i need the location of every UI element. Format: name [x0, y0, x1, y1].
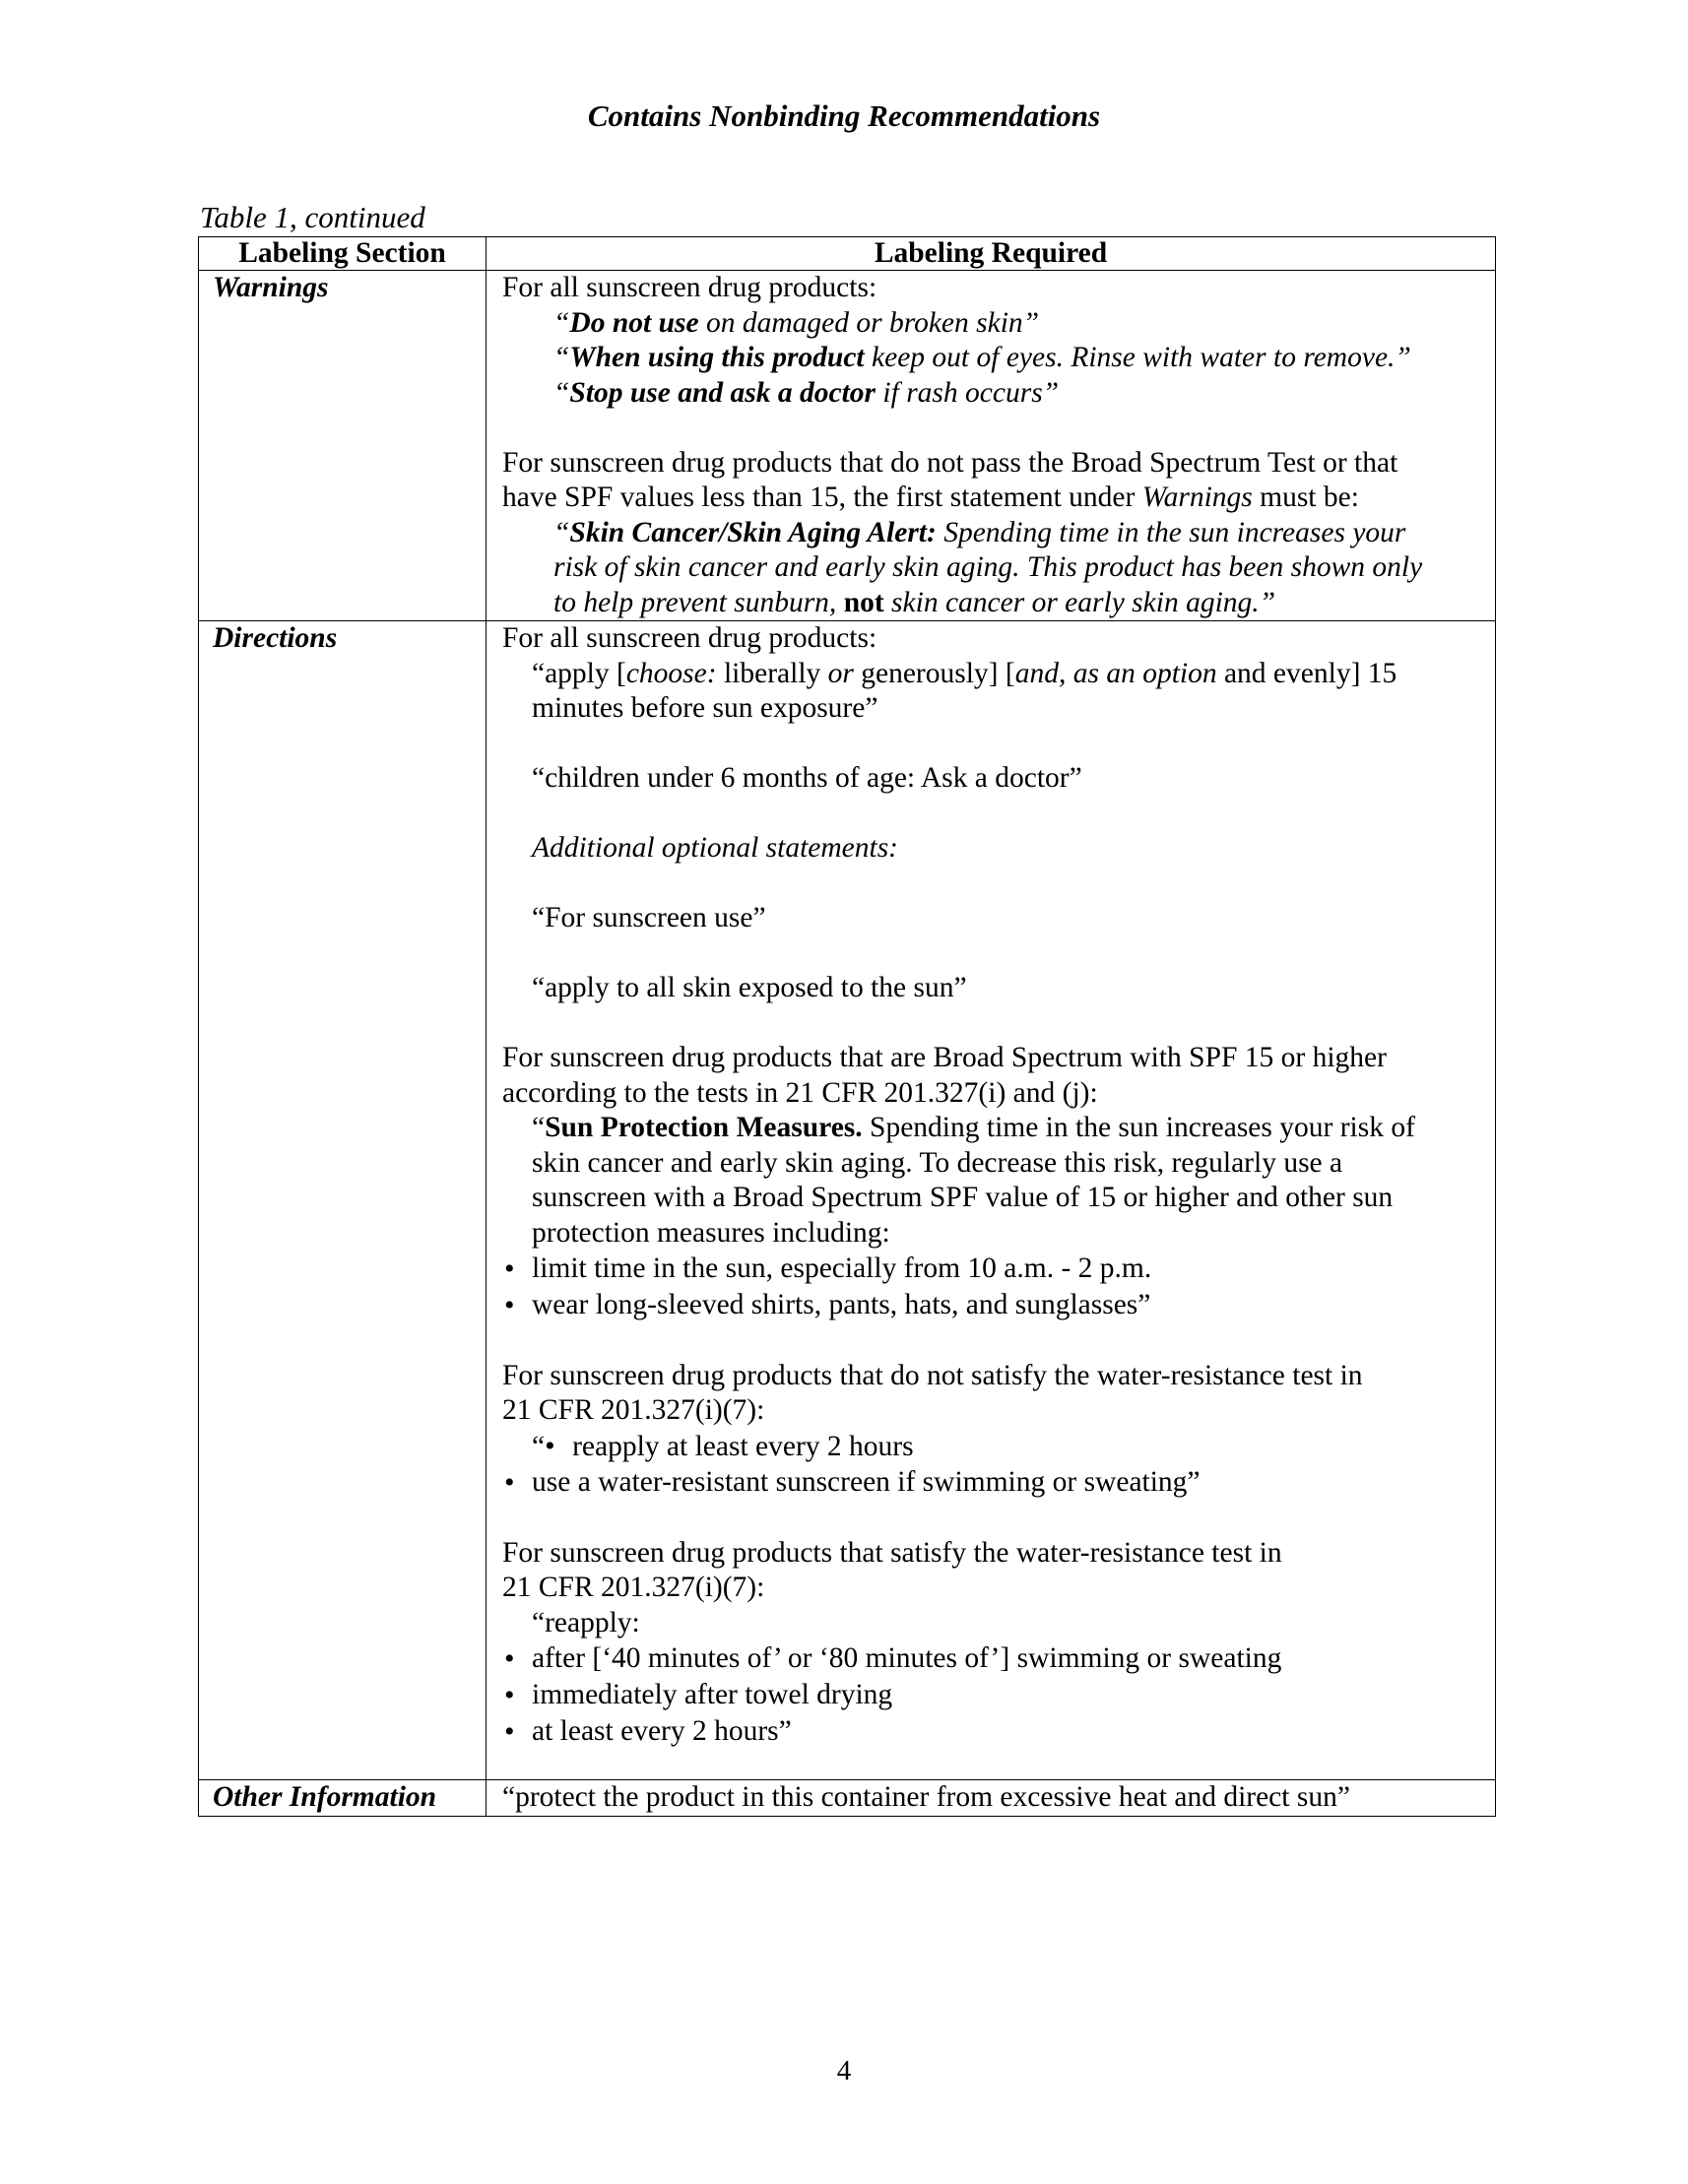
skin-cancer-alert-line-3: to help prevent sunburn, not skin cancer or early skin aging.” [553, 586, 1276, 618]
list-item: • wear long-sleeved shirts, pants, hats, and sunglasses” [502, 1287, 1483, 1323]
list-item: • immediately after towel drying [502, 1677, 1483, 1713]
sun-protection-line-3: sunscreen with a Broad Spectrum SPF value of 15 or higher and other sun [532, 1182, 1394, 1213]
broad-spectrum-condition-line-2: have SPF values less than 15, the first statement under Warnings must be: [502, 482, 1359, 513]
sun-protection-line-4: protection measures including: [532, 1216, 890, 1249]
water-resistant-list [502, 1640, 1483, 1750]
non-water-resistant-list [502, 1464, 1483, 1501]
non-water-resistant-line-1: For sunscreen drug products that do not satisfy the water-resistance test in [502, 1359, 1363, 1391]
page-number: 4 [836, 2055, 852, 2087]
column-header-labeling-section: Labeling Section [199, 237, 487, 271]
table-header-row [199, 237, 1496, 271]
warning-statement-3: “Stop use and ask a doctor if rash occurs” [553, 376, 1060, 409]
table-caption: Table 1, continued [200, 200, 425, 234]
skin-cancer-alert-line-2: risk of skin cancer and early skin aging. This product has been shown only [553, 551, 1423, 583]
reapply-first-bullet: “• reapply at least every 2 hours [532, 1429, 914, 1462]
water-resistant-line-1: For sunscreen drug products that satisfy the water-resistance test in [502, 1536, 1282, 1569]
sun-protection-list [502, 1251, 1483, 1323]
directions-content [487, 621, 1496, 1780]
non-water-resistant-line-2: 21 CFR 201.327(i)(7): [502, 1394, 765, 1426]
list-item: • limit time in the sun, especially from 10 a.m. - 2 p.m. [502, 1251, 1483, 1287]
table-row-directions [199, 621, 1496, 1780]
broad-spectrum-condition-line-1: For sunscreen drug products that do not pass the Broad Spectrum Test or that [502, 446, 1398, 479]
page-header: Contains Nonbinding Recommendations [587, 98, 1101, 133]
warning-statement-1: “Do not use on damaged or broken skin” [553, 306, 1040, 339]
section-warnings: Warnings [199, 271, 487, 621]
apply-statement-line-2: minutes before sun exposure” [532, 692, 878, 724]
apply-all-skin-statement: “apply to all skin exposed to the sun” [532, 972, 967, 1003]
reapply-label: “reapply: [532, 1606, 640, 1638]
bs15-condition-line-1: For sunscreen drug products that are Broad Spectrum with SPF 15 or higher [502, 1042, 1387, 1073]
warning-statement-2: “When using this product keep out of eyes. Rinse with water to remove.” [553, 342, 1411, 373]
column-header-labeling-required: Labeling Required [487, 237, 1496, 271]
for-sunscreen-use-statement: “For sunscreen use” [532, 902, 766, 933]
other-information-text: “protect the product in this container from excessive heat and direct sun” [487, 1780, 1496, 1817]
additional-optional-label: Additional optional statements: [532, 832, 899, 864]
sun-protection-line-1: “Sun Protection Measures. Spending time in the sun increases your risk of [532, 1112, 1415, 1143]
apply-statement-line-1: “apply [choose: liberally or generously] [and, as an option and evenly] 15 [532, 657, 1397, 689]
table-row-other-information [199, 1780, 1496, 1817]
list-item: • at least every 2 hours” [502, 1713, 1483, 1750]
warnings-intro: For all sunscreen drug products: [502, 272, 877, 303]
list-item: • use a water-resistant sunscreen if swimming or sweating” [502, 1464, 1483, 1501]
skin-cancer-alert-line-1: “Skin Cancer/Skin Aging Alert: Spending time in the sun increases your [553, 516, 1406, 548]
table-row-warnings [199, 271, 1496, 621]
sun-protection-line-2: skin cancer and early skin aging. To decrease this risk, regularly use a [532, 1146, 1343, 1179]
water-resistant-line-2: 21 CFR 201.327(i)(7): [502, 1572, 765, 1603]
section-other-information: Other Information [199, 1780, 487, 1817]
children-statement: “children under 6 months of age: Ask a doctor” [532, 762, 1082, 794]
directions-intro: For all sunscreen drug products: [502, 622, 877, 654]
bs15-condition-line-2: according to the tests in 21 CFR 201.327(i) and (j): [502, 1076, 1098, 1109]
labeling-table [198, 236, 1496, 1817]
section-directions: Directions [199, 621, 487, 1780]
warnings-content [487, 271, 1496, 621]
list-item: • after [‘40 minutes of’ or ‘80 minutes of’] swimming or sweating [502, 1640, 1483, 1677]
